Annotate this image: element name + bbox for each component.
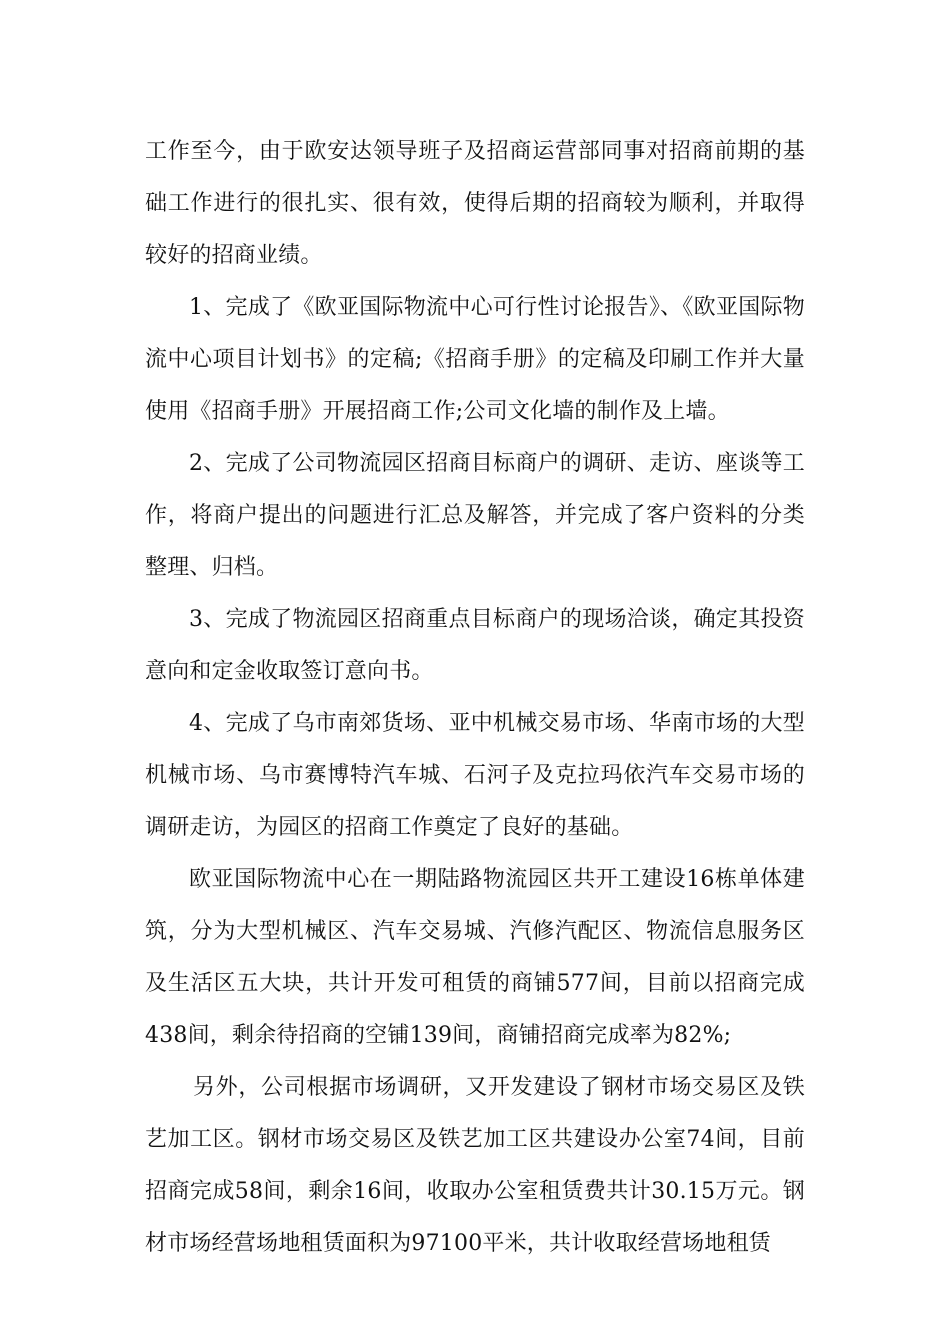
paragraph-item-1: 1、完成了《欧亚国际物流中心可行性讨论报告》、《欧亚国际物流中心项目计划书》的定稿;《招商手册》的定稿及印刷工作并大量使用《招商手册》开展招商工作;公司文化墙的制作及上墙。	[145, 295, 805, 424]
paragraph-item-4: 4、完成了乌市南郊货场、亚中机械交易市场、华南市场的大型机械市场、乌市赛博特汽车城、石河子及克拉玛依汽车交易市场的调研走访，为园区的招商工作奠定了良好的基础。	[145, 711, 805, 840]
paragraph-logistics-summary: 欧亚国际物流中心在一期陆路物流园区共开工建设16栋单体建筑，分为大型机械区、汽车交易城、汽修汽配区、物流信息服务区及生活区五大块，共计开发可租赁的商铺577间，目前以招商完成438间，剩余待招商的空铺139间，商铺招商完成率为82%;	[145, 867, 805, 1048]
paragraph-intro: 工作至今，由于欧安达领导班子及招商运营部同事对招商前期的基础工作进行的很扎实、很有效，使得后期的招商较为顺利，并取得较好的招商业绩。	[145, 139, 805, 268]
paragraph-item-3: 3、完成了物流园区招商重点目标商户的现场洽谈，确定其投资意向和定金收取签订意向书。	[145, 607, 805, 684]
document-body	[145, 126, 805, 1270]
paragraph-steel-market: 另外，公司根据市场调研，又开发建设了钢材市场交易区及铁艺加工区。钢材市场交易区及铁艺加工区共建设办公室74间，目前招商完成58间，剩余16间，收取办公室租赁费共计30.15万元。钢材市场经营场地租赁面积为97100平米，共计收取经营场地租赁	[145, 1075, 805, 1256]
paragraph-item-2: 2、完成了公司物流园区招商目标商户的调研、走访、座谈等工作，将商户提出的问题进行汇总及解答，并完成了客户资料的分类整理、归档。	[145, 451, 805, 580]
